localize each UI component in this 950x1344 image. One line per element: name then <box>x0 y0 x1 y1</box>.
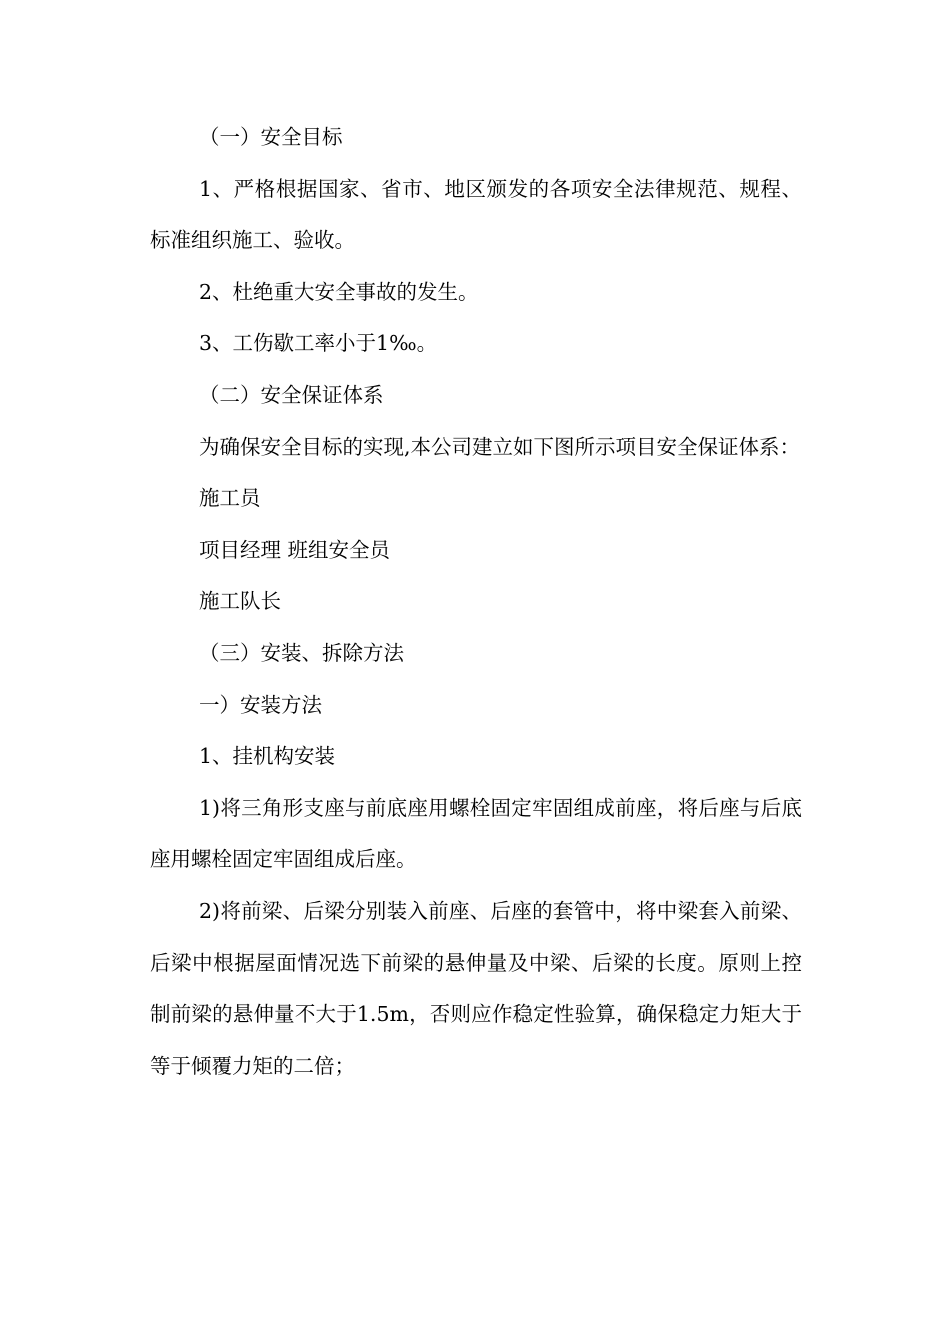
heading-safety-system: （二）安全保证体系 <box>199 382 384 407</box>
paragraph-step-1: 1)将三角形支座与前底座用螺栓固定牢固组成前座，将后座与后底座用螺栓固定牢固组成后座。 <box>150 795 802 872</box>
org-item-project-manager: 项目经理 班组安全员 <box>199 537 391 562</box>
paragraph-goal-3: 3、工伤歇工率小于1‰。 <box>199 331 438 356</box>
heading-safety-goals: （一）安全目标 <box>199 125 343 149</box>
document-body <box>150 112 802 1092</box>
paragraph-goal-2: 2、杜绝重大安全事故的发生。 <box>199 279 479 304</box>
subheading-install-method: 一）安装方法 <box>199 692 322 717</box>
org-item-team-leader: 施工队长 <box>199 589 281 614</box>
paragraph-step-2: 2)将前梁、后梁分别装入前座、后座的套管中，将中梁套入前梁、后梁中根据屋面情况选下前梁的悬伸量及中梁、后梁的长度。原则上控制前梁的悬伸量不大于1.5m，否则应作稳定性验算，确保稳定力矩大于等于倾覆力矩的二倍； <box>150 898 802 1078</box>
org-item-construction-worker: 施工员 <box>199 486 261 511</box>
paragraph-system-intro: 为确保安全目标的实现,本公司建立如下图所示项目安全保证体系： <box>199 434 801 459</box>
paragraph-goal-1: 1、严格根据国家、省市、地区颁发的各项安全法律规范、规程、标准组织施工、验收。 <box>150 176 802 253</box>
heading-install-remove: （三）安装、拆除方法 <box>199 640 404 665</box>
subheading-hanging-install: 1、挂机构安装 <box>199 744 336 769</box>
